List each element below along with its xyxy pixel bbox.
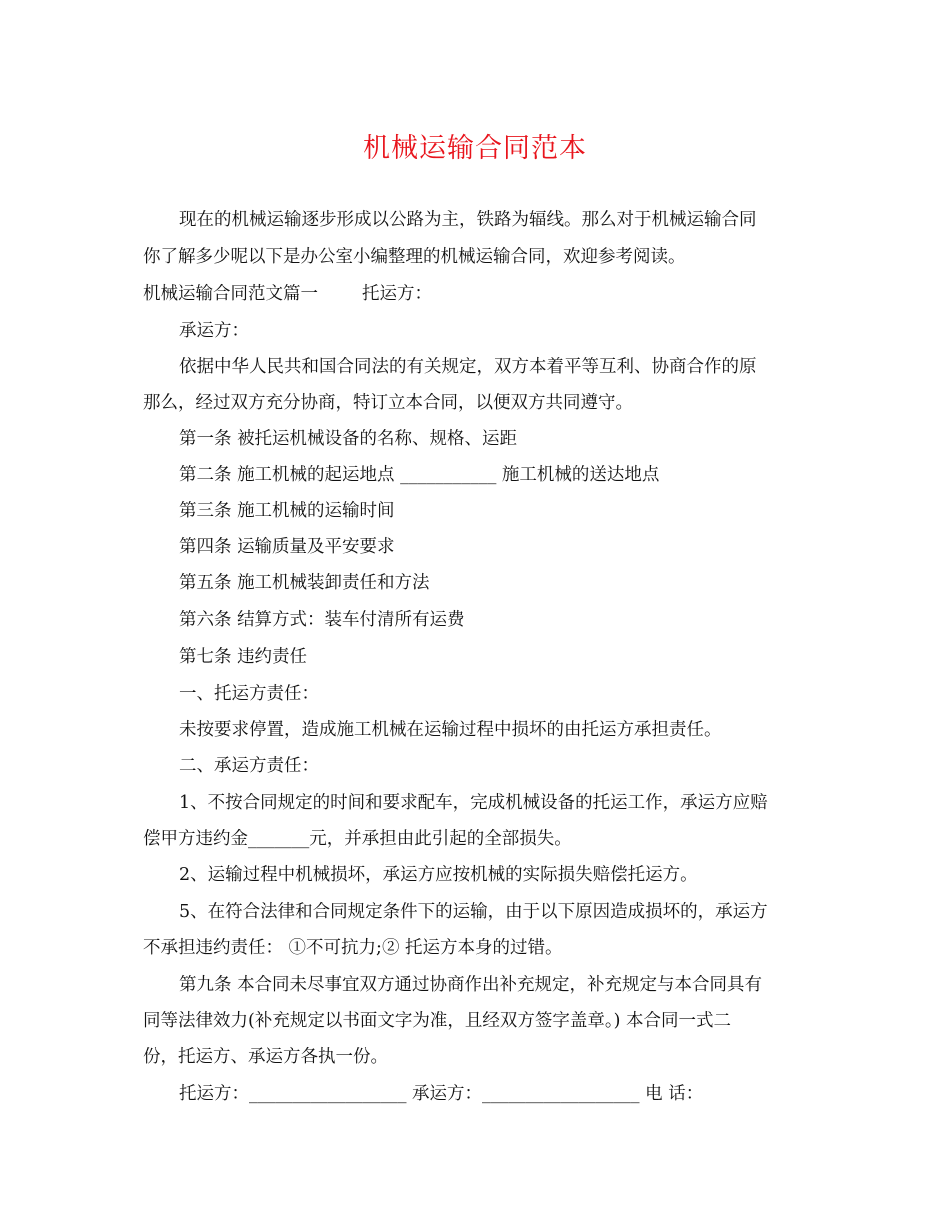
paragraph-line: 份，托运方、承运方各执一份。 <box>143 1047 388 1067</box>
clause-line: 二、承运方责任： <box>179 756 319 776</box>
paragraph-line: 现在的机械运输逐步形成以公路为主，铁路为辐线。那么对于机械运输合同 <box>179 210 757 230</box>
paragraph-line: 2、运输过程中机械损坏，承运方应按机械的实际损失赔偿托运方。 <box>179 865 698 885</box>
paragraph-line: 偿甲方违约金_______元，并承担由此引起的全部损失。 <box>143 829 572 849</box>
clause-line: 第五条 施工机械装卸责任和方法 <box>179 573 430 593</box>
document-title: 机械运输合同范本 <box>363 133 587 164</box>
carrier-label: 承运方： <box>179 321 249 341</box>
paragraph-line: 5、在符合法律和合同规定条件下的运输，由于以下原因造成损坏的，承运方 <box>179 902 768 922</box>
clause-line: 第四条 运输质量及平安要求 <box>179 537 395 557</box>
clause-line: 第六条 结算方式：装车付清所有运费 <box>179 610 465 630</box>
clause-line: 第二条 施工机械的起运地点 ___________ 施工机械的送达地点 <box>179 465 660 485</box>
paragraph-line: 你了解多少呢以下是办公室小编整理的机械运输合同，欢迎参考阅读。 <box>143 247 686 267</box>
paragraph-line: 第九条 本合同未尽事宜双方通过协商作出补充规定，补充规定与本合同具有 <box>179 975 763 995</box>
paragraph-line <box>143 281 823 307</box>
paragraph-line: 未按要求停置，造成施工机械在运输过程中损坏的由托运方承担责任。 <box>179 720 722 740</box>
clause-line: 第七条 违约责任 <box>179 647 308 667</box>
paragraph-line: 同等法律效力(补充规定以书面文字为准，且经双方签字盖章。) 本合同一式二 <box>143 1011 731 1031</box>
paragraph-line: 那么，经过双方充分协商，特订立本合同，以便双方共同遵守。 <box>143 393 633 413</box>
section-heading: 机械运输合同范文篇一 <box>143 284 318 304</box>
clause-line: 第一条 被托运机械设备的名称、规格、运距 <box>179 429 518 449</box>
paragraph-line: 依据中华人民共和国合同法的有关规定，双方本着平等互利、协商合作的原 <box>179 357 757 377</box>
shipper-label: 托运方： <box>362 284 432 304</box>
clause-line: 第三条 施工机械的运输时间 <box>179 501 395 521</box>
signature-line: 托运方：__________________ 承运方：__________________ 电 话： <box>179 1084 704 1104</box>
clause-line: 一、托运方责任： <box>179 684 319 704</box>
paragraph-line: 不承担违约责任： ①不可抗力;② 托运方本身的过错。 <box>143 938 563 958</box>
paragraph-line: 1、不按合同规定的时间和要求配车，完成机械设备的托运工作，承运方应赔 <box>179 793 768 813</box>
